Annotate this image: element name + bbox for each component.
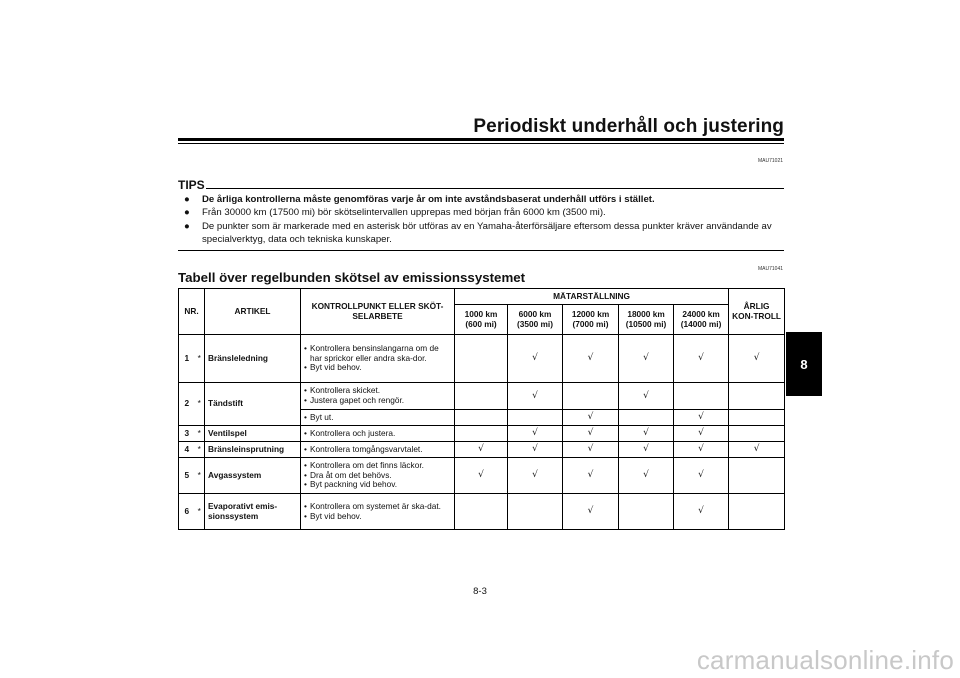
dot-icon: • — [304, 427, 307, 438]
check-mark-icon: √ — [698, 353, 704, 364]
item-text: Byt packning vid behov. — [310, 479, 398, 490]
check-cell — [508, 335, 563, 383]
header-arlig-kontroll: ÅRLIG KON-TROLL — [729, 289, 785, 335]
item-text: Byt ut. — [310, 411, 334, 422]
tips-item-text: De punkter som är markerade med en asterisk bör utföras av en Yamaha-återförsäljare eftersom dessa punkter kräver användande av specialverktyg, data och tekniska kunskaper. — [202, 220, 772, 245]
header-interval: 6000 km (3500 mi) — [508, 305, 563, 335]
check-cell — [563, 458, 619, 494]
check-cell — [619, 410, 674, 426]
dot-icon: • — [304, 395, 307, 405]
header-matarstallning: MÄTARSTÄLLNING — [455, 289, 729, 305]
check-cell — [619, 458, 674, 494]
check-mark-icon: √ — [587, 428, 594, 439]
check-cell — [619, 383, 674, 410]
check-mark-icon: √ — [698, 428, 704, 439]
table-row — [179, 494, 785, 530]
check-cell — [674, 442, 729, 458]
check-cell — [563, 410, 619, 426]
table-row — [179, 335, 785, 383]
row-number: 2 — [179, 383, 195, 426]
check-cell — [729, 458, 785, 494]
list-item — [304, 445, 451, 455]
dot-icon: • — [304, 469, 307, 480]
table-row — [179, 458, 785, 494]
check-cell — [455, 442, 508, 458]
tips-rule — [206, 188, 784, 189]
check-cell — [729, 426, 785, 442]
check-cell — [674, 494, 729, 530]
tips-heading: TIPS — [178, 178, 205, 192]
row-kontrollpunkt — [301, 442, 455, 458]
item-text: Byt vid behov. — [310, 362, 362, 373]
row-asterisk: * — [195, 426, 205, 442]
dot-icon: • — [304, 411, 307, 422]
item-text: Kontrollera skicket. — [310, 385, 381, 396]
check-mark-icon: √ — [643, 428, 649, 439]
check-mark-icon: √ — [698, 444, 704, 455]
check-cell — [508, 410, 563, 426]
check-mark-icon: √ — [587, 444, 594, 455]
tips-end-rule — [178, 250, 784, 251]
page-title: Periodiskt underhåll och justering — [473, 116, 784, 137]
check-cell — [563, 442, 619, 458]
header-artikel: ARTIKEL — [205, 289, 301, 335]
check-cell — [455, 383, 508, 410]
check-mark-icon: √ — [587, 506, 594, 517]
row-asterisk: * — [195, 494, 205, 530]
item-text: Kontrollera bensinslangarna om de har sprickor eller andra ska-dor. — [310, 343, 439, 363]
check-mark-icon: √ — [532, 390, 538, 401]
check-mark-icon: √ — [698, 412, 704, 423]
check-mark-icon: √ — [698, 506, 704, 517]
list-item — [304, 344, 451, 363]
check-cell — [674, 426, 729, 442]
row-kontrollpunkt — [301, 335, 455, 383]
dot-icon: • — [304, 343, 307, 354]
check-cell — [508, 426, 563, 442]
tips-item-text: De årliga kontrollerna måste genomföras varje år om inte avståndsbaserat underhåll utförs i stället. — [202, 194, 655, 205]
header-interval: 18000 km (10500 mi) — [619, 305, 674, 335]
row-number: 3 — [179, 426, 195, 442]
watermark: carmanualsonline.info — [696, 645, 954, 675]
item-text: Byt vid behov. — [310, 510, 362, 521]
check-cell — [455, 458, 508, 494]
header-interval: 1000 km (600 mi) — [455, 305, 508, 335]
list-item — [304, 363, 451, 373]
check-cell — [674, 410, 729, 426]
check-mark-icon: √ — [532, 470, 538, 481]
tips-item — [184, 220, 784, 247]
check-cell — [508, 494, 563, 530]
emission-maintenance-table — [178, 288, 785, 530]
dot-icon: • — [304, 443, 307, 454]
check-mark-icon: √ — [643, 390, 649, 401]
list-item — [304, 480, 451, 490]
row-asterisk: * — [195, 442, 205, 458]
check-cell — [619, 426, 674, 442]
check-cell — [619, 442, 674, 458]
list-item — [304, 396, 451, 406]
check-cell — [455, 335, 508, 383]
row-kontrollpunkt — [301, 410, 455, 426]
check-cell — [729, 442, 785, 458]
tips-item — [184, 193, 784, 206]
row-asterisk: * — [195, 383, 205, 426]
check-cell — [563, 494, 619, 530]
row-artikel: Ventilspel — [205, 426, 301, 442]
row-kontrollpunkt — [301, 494, 455, 530]
check-cell — [455, 494, 508, 530]
check-cell — [619, 494, 674, 530]
dot-icon: • — [304, 500, 307, 511]
tips-item-text: Från 30000 km (17500 mi) bör skötselintervallen upprepas med början från 6000 km (3500 mi). — [202, 207, 606, 219]
check-mark-icon: √ — [643, 470, 649, 481]
title-rule-thin — [178, 143, 784, 144]
item-text: Kontrollera och justera. — [310, 427, 396, 438]
item-text: Kontrollera om systemet är ska-dat. — [310, 500, 441, 511]
item-text: Kontrollera om det finns läckor. — [310, 460, 424, 471]
bullet-icon: ● — [184, 220, 190, 232]
check-mark-icon: √ — [587, 470, 594, 481]
list-item — [304, 512, 451, 522]
row-number: 5 — [179, 458, 195, 494]
check-cell — [619, 335, 674, 383]
check-cell — [729, 494, 785, 530]
row-kontrollpunkt — [301, 458, 455, 494]
dot-icon: • — [304, 385, 307, 396]
check-cell — [674, 335, 729, 383]
table-row — [179, 426, 785, 442]
check-cell — [729, 335, 785, 383]
section-title: Tabell över regelbunden skötsel av emissionssystemet — [178, 270, 526, 285]
item-text: Dra åt om det behövs. — [310, 469, 392, 480]
row-artikel: Bränsleledning — [205, 335, 301, 383]
check-cell — [508, 442, 563, 458]
check-cell — [455, 410, 508, 426]
row-number: 4 — [179, 442, 195, 458]
row-artikel: Avgassystem — [205, 458, 301, 494]
check-mark-icon: √ — [532, 353, 538, 364]
check-cell — [563, 335, 619, 383]
check-cell — [729, 383, 785, 410]
check-cell — [729, 410, 785, 426]
check-cell — [674, 458, 729, 494]
row-kontrollpunkt — [301, 383, 455, 410]
table-row — [179, 442, 785, 458]
row-artikel: Tändstift — [205, 383, 301, 426]
list-item — [304, 429, 451, 439]
dot-icon: • — [304, 479, 307, 490]
dot-icon: • — [304, 362, 307, 373]
check-mark-icon: √ — [698, 470, 704, 481]
row-number: 1 — [179, 335, 195, 383]
bullet-icon: ● — [184, 207, 190, 219]
row-kontrollpunkt — [301, 426, 455, 442]
check-mark-icon: √ — [478, 444, 484, 455]
item-text: Justera gapet och rengör. — [310, 395, 405, 405]
check-mark-icon: √ — [587, 353, 594, 364]
table-row — [179, 383, 785, 410]
row-number: 6 — [179, 494, 195, 530]
check-cell — [674, 383, 729, 410]
check-mark-icon: √ — [532, 444, 538, 455]
dot-icon: • — [304, 510, 307, 521]
header-nr: NR. — [179, 289, 205, 335]
check-mark-icon: √ — [753, 353, 760, 364]
check-cell — [563, 426, 619, 442]
check-mark-icon: √ — [643, 353, 649, 364]
check-mark-icon: √ — [532, 428, 538, 439]
dot-icon: • — [304, 460, 307, 471]
reference-code: MAU71021 — [757, 158, 783, 164]
item-text: Kontrollera tomgångsvarvtalet. — [310, 443, 423, 454]
tips-list — [184, 193, 784, 246]
check-cell — [508, 383, 563, 410]
chapter-tab: 8 — [786, 332, 822, 396]
page-number: 8-3 — [473, 586, 487, 597]
check-mark-icon: √ — [643, 444, 649, 455]
bullet-icon: ● — [184, 194, 190, 205]
header-kontrollpunkt: KONTROLLPUNKT ELLER SKÖT-SELARBETE — [301, 289, 455, 335]
check-cell — [455, 426, 508, 442]
title-rule — [178, 138, 784, 141]
check-cell — [563, 383, 619, 410]
check-mark-icon: √ — [753, 444, 760, 455]
row-asterisk: * — [195, 458, 205, 494]
tips-item — [184, 206, 784, 219]
header-interval: 12000 km (7000 mi) — [563, 305, 619, 335]
row-artikel: Evaporativt emis-sionssystem — [205, 494, 301, 530]
section-code: MAU71041 — [757, 266, 783, 272]
check-mark-icon: √ — [478, 470, 484, 481]
check-cell — [508, 458, 563, 494]
list-item — [304, 413, 451, 423]
row-artikel: Bränsleinsprutning — [205, 442, 301, 458]
row-asterisk: * — [195, 335, 205, 383]
check-mark-icon: √ — [587, 412, 594, 423]
header-interval: 24000 km (14000 mi) — [674, 305, 729, 335]
